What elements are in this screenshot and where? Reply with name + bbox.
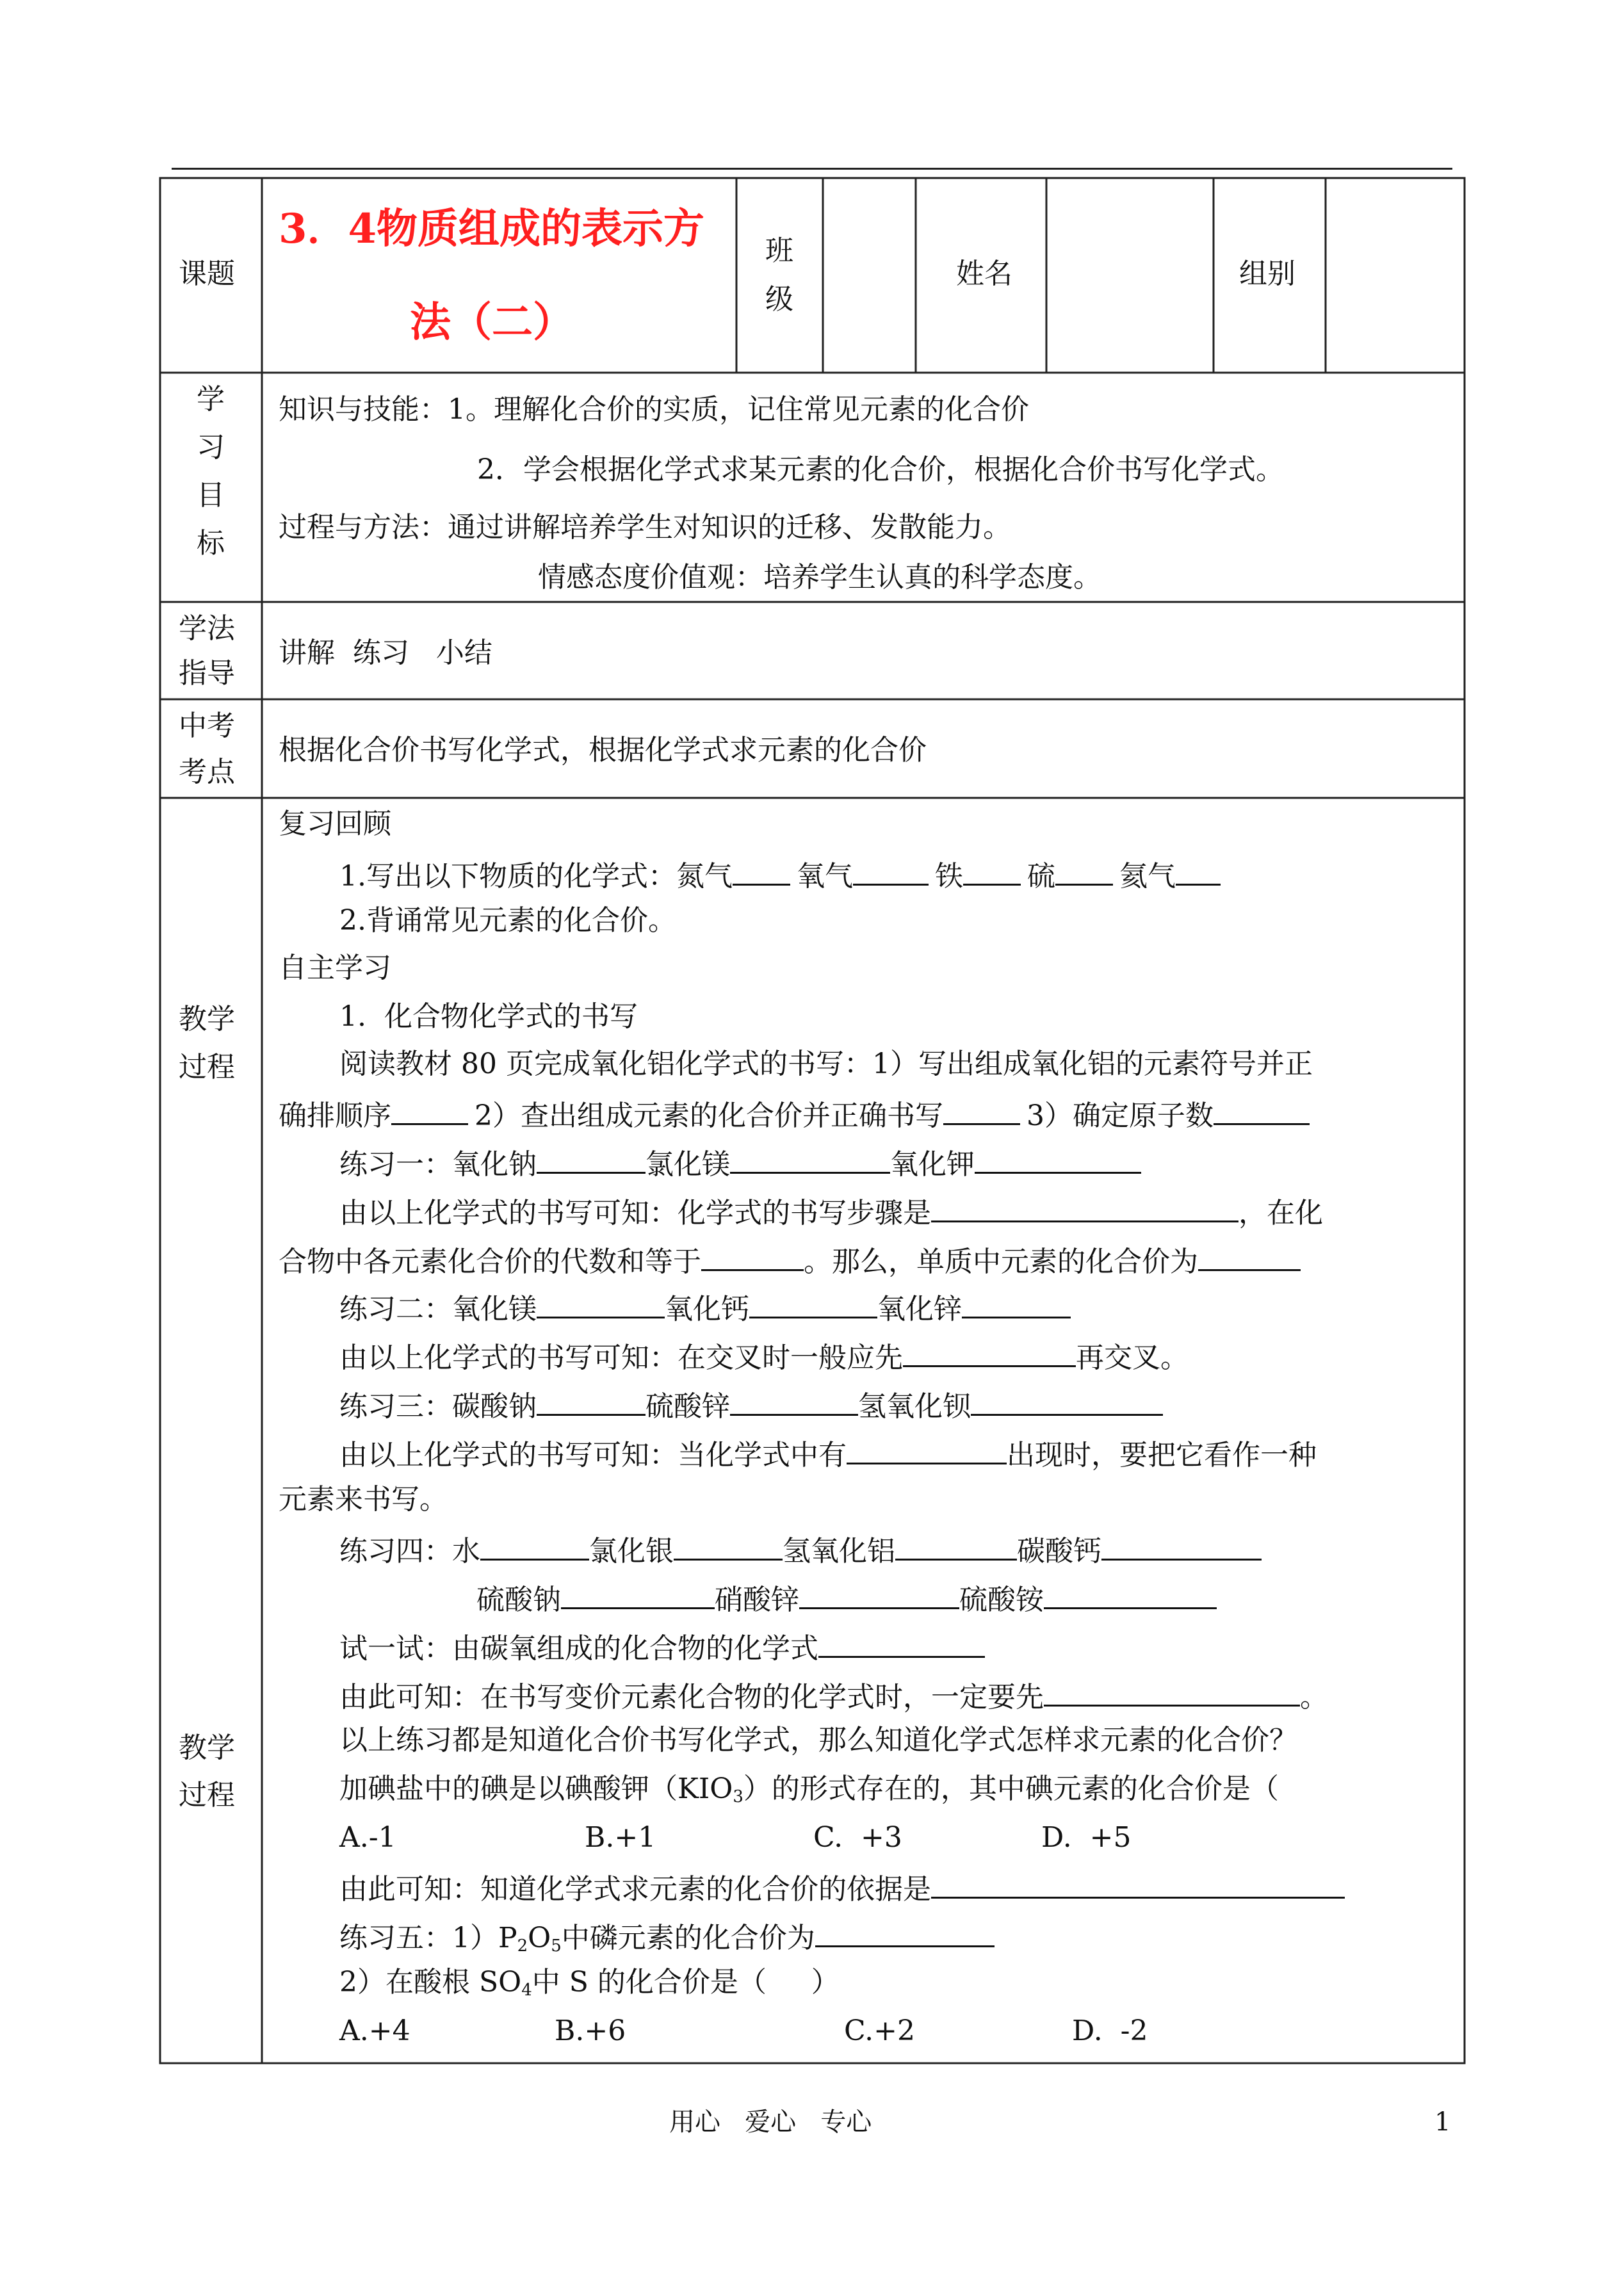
blank[interactable] bbox=[537, 1388, 646, 1416]
blank[interactable] bbox=[962, 1291, 1071, 1318]
reading-line-1: 阅读教材 80 页完成氧化铝化学式的书写：1）写出组成氧化铝的元素符号并正 bbox=[339, 1048, 1313, 1080]
exercise-1-item: 氧化钠 bbox=[452, 1148, 537, 1181]
blank[interactable] bbox=[1044, 1582, 1217, 1609]
exercise-1 bbox=[339, 1146, 1141, 1179]
blank[interactable] bbox=[895, 1533, 1017, 1561]
note-2-text: 由以上化学式的书写可知：在交叉时一般应先 bbox=[339, 1342, 903, 1374]
exercise-3-item: 氢氧化钡 bbox=[858, 1390, 971, 1423]
exercise-5-part-1 bbox=[339, 1920, 995, 1956]
subscript: 2 bbox=[517, 1936, 528, 1956]
exam-label-2: 考点 bbox=[179, 756, 235, 788]
blank[interactable] bbox=[537, 1146, 646, 1174]
blank[interactable] bbox=[537, 1291, 665, 1318]
reading-step-3: 3）确定原子数 bbox=[1027, 1099, 1214, 1132]
review-item-1 bbox=[339, 858, 1221, 891]
note-1-text: ，在化 bbox=[1238, 1197, 1323, 1229]
blank[interactable] bbox=[931, 1195, 1238, 1222]
exercise-4-item: 氯化银 bbox=[589, 1535, 674, 1568]
blank[interactable] bbox=[818, 1630, 985, 1658]
note-3-text: 由以上化学式的书写可知：当化学式中有 bbox=[339, 1439, 847, 1472]
exercise-4-prefix: 练习四： bbox=[339, 1535, 452, 1568]
objective-line-1: 知识与技能：1。理解化合价的实质，记住常见元素的化合价 bbox=[279, 393, 1029, 426]
exercise-2-item: 氧化镁 bbox=[452, 1293, 537, 1326]
question: 以上练习都是知道化合价书写化学式，那么知道化学式怎样求元素的化合价？ bbox=[339, 1724, 1297, 1756]
review-item-2: 2.背诵常见元素的化合价。 bbox=[339, 904, 676, 937]
iodine-text: 加碘盐中的碘是以碘酸钾（KIO bbox=[339, 1772, 733, 1805]
blank[interactable] bbox=[1101, 1533, 1262, 1561]
exam-label-1: 中考 bbox=[179, 710, 235, 742]
page-number: 1 bbox=[1434, 2107, 1451, 2137]
objectives-label-2: 习 bbox=[197, 431, 225, 464]
exam-text: 根据化合价书写化学式，根据化学式求元素的化合价 bbox=[279, 734, 927, 766]
iodine-option-d: D. +5 bbox=[1041, 1821, 1132, 1854]
process-label-b-2: 过程 bbox=[179, 1779, 235, 1812]
note-5 bbox=[339, 1871, 1345, 1904]
blank[interactable] bbox=[815, 1920, 995, 1947]
exercise-1-prefix: 练习一： bbox=[339, 1148, 452, 1181]
exercise-5-text: 练习五：1）P bbox=[339, 1922, 517, 1954]
process-label-a-1: 教学 bbox=[179, 1003, 235, 1035]
objective-line-2: 2．学会根据化学式求某元素的化合价，根据化合价书写化学式。 bbox=[477, 453, 1284, 486]
try-it bbox=[339, 1630, 985, 1663]
review-title: 复习回顾 bbox=[279, 807, 391, 840]
exercise-2-item: 氧化钙 bbox=[665, 1293, 749, 1326]
subscript: 5 bbox=[551, 1936, 562, 1956]
method-label-2: 指导 bbox=[179, 657, 235, 690]
iodine-text: ）的形式存在的，其中碘元素的化合价是（ bbox=[743, 1772, 1279, 1805]
exercise-3-item: 碳酸钠 bbox=[452, 1390, 537, 1423]
objectives-label-3: 目 bbox=[197, 479, 225, 512]
note-4-text: 由此可知：在书写变价元素化合物的化学式时，一定要先 bbox=[339, 1681, 1044, 1714]
note-3-text: 出现时，要把它看作一种 bbox=[1007, 1439, 1317, 1472]
exercise-2-item: 氧化锌 bbox=[877, 1293, 962, 1326]
page-title-line2: 法（二） bbox=[410, 298, 574, 346]
blank[interactable] bbox=[733, 858, 790, 886]
label-class-2: 级 bbox=[765, 283, 793, 316]
blank[interactable] bbox=[1198, 1244, 1301, 1271]
subscript: 3 bbox=[733, 1787, 743, 1806]
exercise-4-item: 硝酸锌 bbox=[715, 1584, 799, 1616]
objectives-label-1: 学 bbox=[197, 383, 225, 416]
exercise-3-prefix: 练习三： bbox=[339, 1390, 452, 1423]
method-label-1: 学法 bbox=[179, 612, 235, 645]
blank[interactable] bbox=[749, 1291, 877, 1318]
exercise-4-item: 氢氧化铝 bbox=[783, 1535, 895, 1568]
reading-step-2: 2）查出组成元素的化合价并正确书写 bbox=[475, 1099, 943, 1132]
note-3-line-1 bbox=[339, 1437, 1317, 1470]
section-1-title: 1. 化合物化学式的书写 bbox=[339, 1000, 638, 1033]
self-study-title: 自主学习 bbox=[279, 952, 391, 984]
note-4 bbox=[339, 1679, 1328, 1712]
objective-line-4: 情感态度价值观：培养学生认真的科学态度。 bbox=[538, 561, 1101, 594]
note-2 bbox=[339, 1340, 1189, 1372]
blank[interactable] bbox=[730, 1146, 890, 1174]
process-label-b-1: 教学 bbox=[179, 1731, 235, 1764]
blank[interactable] bbox=[931, 1871, 1345, 1899]
review-1-item-nitrogen: 氮气 bbox=[676, 860, 733, 893]
exercise-4-row-1 bbox=[339, 1533, 1262, 1566]
exercise-5-option-c: C.+2 bbox=[844, 2015, 915, 2047]
blank[interactable] bbox=[701, 1244, 804, 1271]
objectives-label-4: 标 bbox=[197, 527, 225, 560]
note-1-text: 由以上化学式的书写可知：化学式的书写步骤是 bbox=[339, 1197, 931, 1229]
exercise-5-option-a: A.+4 bbox=[339, 2015, 410, 2047]
blank[interactable] bbox=[1176, 858, 1221, 886]
blank[interactable] bbox=[480, 1533, 589, 1561]
review-1-item-helium: 氦气 bbox=[1119, 860, 1176, 893]
try-it-text: 试一试：由碳氧组成的化合物的化学式 bbox=[339, 1632, 818, 1665]
blank[interactable] bbox=[730, 1388, 858, 1416]
exercise-3-item: 硫酸锌 bbox=[646, 1390, 730, 1423]
review-1-item-iron: 铁 bbox=[934, 860, 963, 893]
exercise-3 bbox=[339, 1388, 1163, 1421]
note-1-text: 合物中各元素化合价的代数和等于 bbox=[279, 1245, 701, 1278]
blank[interactable] bbox=[971, 1388, 1163, 1416]
note-4-text: 。 bbox=[1300, 1681, 1328, 1714]
process-label-a-2: 过程 bbox=[179, 1051, 235, 1083]
note-5-text: 由此可知：知道化学式求元素的化合价的依据是 bbox=[339, 1873, 931, 1906]
blank[interactable] bbox=[799, 1582, 959, 1609]
note-1-text: 。那么，单质中元素的化合价为 bbox=[804, 1245, 1198, 1278]
label-keti: 课题 bbox=[179, 257, 235, 290]
exercise-2 bbox=[339, 1291, 1071, 1324]
reading-step-1: 确排顺序 bbox=[279, 1099, 391, 1132]
review-1-prefix: 1.写出以下物质的化学式： bbox=[339, 860, 676, 893]
method-text: 讲解 练习 小结 bbox=[279, 637, 492, 669]
exercise-4-item: 硫酸钠 bbox=[476, 1584, 561, 1616]
exercise-4-item: 碳酸钙 bbox=[1017, 1535, 1101, 1568]
label-name: 姓名 bbox=[956, 257, 1012, 290]
review-1-item-sulfur: 硫 bbox=[1027, 860, 1055, 893]
objective-line-3: 过程与方法：通过讲解培养学生对知识的迁移、发散能力。 bbox=[279, 511, 1011, 544]
blank[interactable] bbox=[561, 1582, 715, 1609]
blank[interactable] bbox=[1214, 1098, 1310, 1125]
exercise-5-option-b: B.+6 bbox=[555, 2015, 626, 2047]
iodine-question bbox=[339, 1772, 1279, 1806]
exercise-5-text: 中 S 的化合价是（ ） bbox=[532, 1966, 840, 1999]
footer-motto: 用心 爱心 专心 bbox=[669, 2107, 872, 2137]
blank[interactable] bbox=[847, 1437, 1007, 1464]
blank[interactable] bbox=[943, 1098, 1020, 1125]
iodine-option-c: C. +3 bbox=[813, 1821, 902, 1854]
page-title-line1: 3．4物质组成的表示方 bbox=[279, 205, 705, 253]
note-3-line-2: 元素来书写。 bbox=[279, 1483, 448, 1516]
exercise-2-prefix: 练习二： bbox=[339, 1293, 452, 1326]
blank[interactable] bbox=[391, 1098, 468, 1125]
exercise-5-text: 2）在酸根 SO bbox=[339, 1966, 522, 1999]
exercise-4-item: 水 bbox=[452, 1535, 480, 1568]
blank[interactable] bbox=[963, 858, 1021, 886]
subscript: 4 bbox=[521, 1981, 532, 2000]
note-1-line-2 bbox=[279, 1244, 1301, 1276]
iodine-option-b: B.+1 bbox=[585, 1821, 656, 1854]
exercise-4-row-2 bbox=[476, 1582, 1217, 1614]
exercise-5-option-d: D. -2 bbox=[1072, 2015, 1148, 2047]
blank[interactable] bbox=[853, 858, 929, 886]
reading-line-2 bbox=[279, 1098, 1310, 1130]
exercise-4-item: 硫酸铵 bbox=[959, 1584, 1044, 1616]
exercise-5-part-2 bbox=[339, 1966, 840, 2000]
blank[interactable] bbox=[1055, 858, 1113, 886]
blank[interactable] bbox=[1044, 1679, 1300, 1707]
exercise-5-text: O bbox=[528, 1922, 551, 1954]
blank[interactable] bbox=[975, 1146, 1141, 1174]
exercise-5-text: 中磷元素的化合价为 bbox=[561, 1922, 815, 1954]
note-1-line-1 bbox=[339, 1195, 1323, 1228]
exercise-1-item: 氧化钾 bbox=[890, 1148, 975, 1181]
exercise-1-item: 氯化镁 bbox=[646, 1148, 730, 1181]
note-2-text: 再交叉。 bbox=[1076, 1342, 1189, 1374]
label-class-1: 班 bbox=[765, 234, 793, 267]
label-group: 组别 bbox=[1239, 257, 1295, 290]
review-1-item-oxygen: 氧气 bbox=[796, 860, 853, 893]
blank[interactable] bbox=[903, 1340, 1076, 1367]
blank[interactable] bbox=[674, 1533, 783, 1561]
iodine-option-a: A.-1 bbox=[339, 1821, 396, 1854]
